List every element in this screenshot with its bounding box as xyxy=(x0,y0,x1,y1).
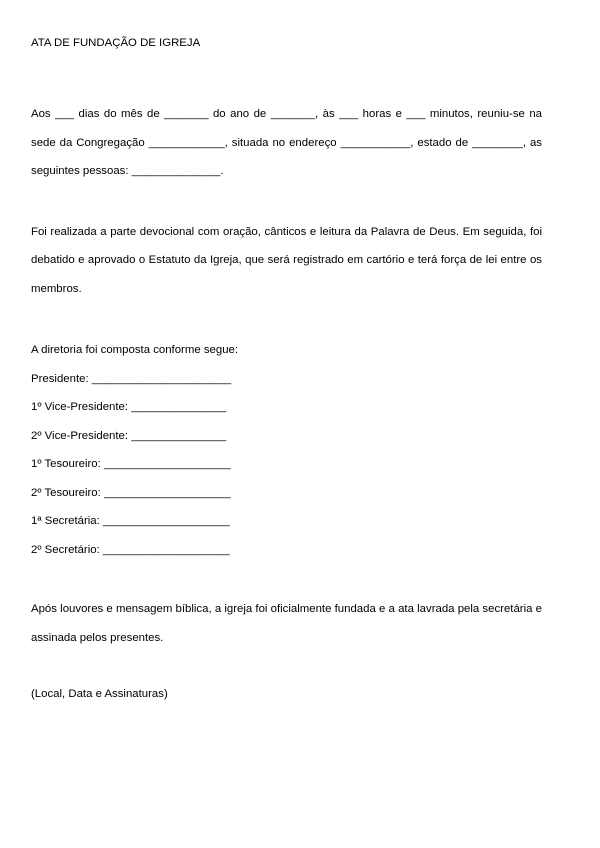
board-item-president: Presidente: ______________________ xyxy=(31,372,232,385)
board-item-second-treasurer: 2º Tesoureiro: ____________________ xyxy=(31,486,231,499)
board-item-first-secretary: 1ª Secretária: ____________________ xyxy=(31,515,230,527)
board-item-first-treasurer: 1º Tesoureiro: ____________________ xyxy=(31,458,231,470)
founding-paragraph: Após louvores e mensagem bíblica, a igreja foi oficialmente fundada e a ata lavrada pela secretária e assinada pelos presentes. xyxy=(31,603,542,644)
document-title: ATA DE FUNDAÇÃO DE IGREJA xyxy=(31,37,201,49)
board-item-first-vice-president: 1º Vice-Presidente: _______________ xyxy=(31,401,227,413)
board-list xyxy=(31,365,542,565)
board-item-second-secretary: 2º Secretário: ____________________ xyxy=(31,543,230,556)
board-item-second-vice-president: 2º Vice-Presidente: _______________ xyxy=(31,429,227,442)
opening-paragraph: Aos ___ dias do mês de _______ do ano de _______, às ___ horas e ___ minutos, reuniu-se na sede da Congregação ____________, situada no endereço ___________, estado de ________, as seguintes pessoas: ______________. xyxy=(31,108,542,177)
board-intro: A diretoria foi composta conforme segue: xyxy=(31,344,239,356)
closing-line: (Local, Data e Assinaturas) xyxy=(31,688,168,700)
devotional-paragraph: Foi realizada a parte devocional com oração, cânticos e leitura da Palavra de Deus. Em seguida, foi debatido e aprovado o Estatuto da Igreja, que será registrado em cartório e terá força de lei entre os membros. xyxy=(31,225,542,295)
